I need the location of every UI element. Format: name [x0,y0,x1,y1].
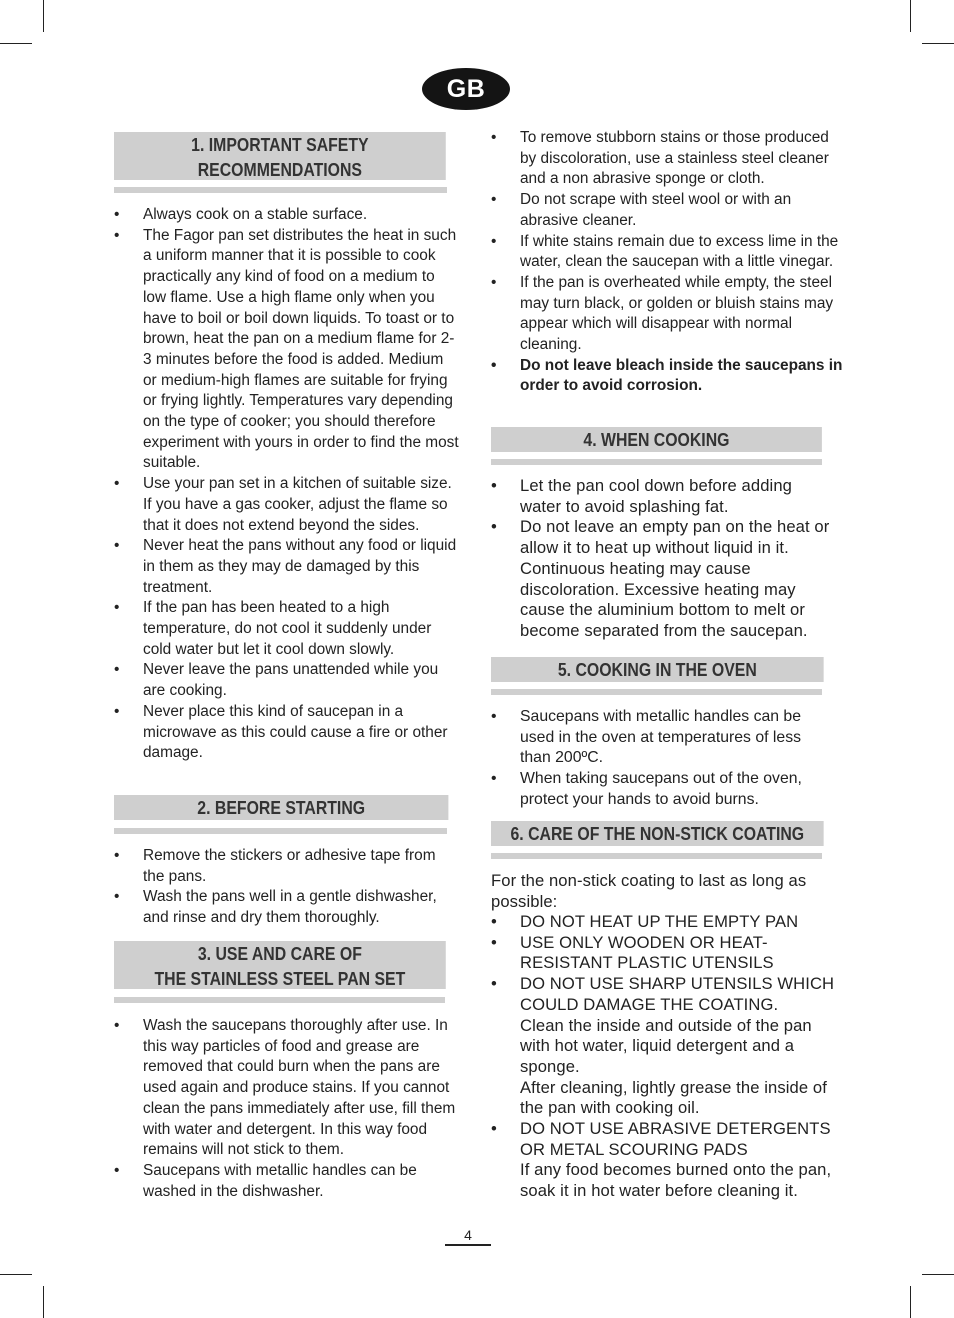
page-number-rule [445,1244,491,1246]
list-item: • Always cook on a stable surface. [114,205,459,226]
section-header-stainless-care [114,941,446,989]
stainless-care-continued-list [491,128,847,397]
non-stick-list [491,912,841,1202]
section-divider [114,997,445,1003]
list-item: • To remove stubborn stains or those produced by discoloration, use a stainless steel cleaner and a non abrasive sponge or cloth. [491,128,847,190]
list-item: • If the pan has been heated to a high temperature, do not cool it suddenly under cold water but let it cool down slowly. [114,598,459,660]
list-item: • Let the pan cool down before adding water to avoid splashing fat. [491,476,836,517]
list-item: • Do not scrape with steel wool or with an abrasive cleaner. [491,190,847,231]
list-item: • Remove the stickers or adhesive tape from the pans. [114,846,459,887]
list-item: • Never place this kind of saucepan in a microwave as this could cause a fire or other damage. [114,702,459,764]
crop-mark [43,1286,44,1318]
list-item-text: • DO NOT USE SHARP UTENSILS WHICH COULD DAMAGE THE COATING. [520,974,835,1014]
oven-list [491,707,836,811]
list-item-note: If any food becomes burned onto the pan, soak it in hot water before cleaning it. [520,1160,832,1201]
list-item: • DO NOT HEAT UP THE EMPTY PAN [491,912,841,933]
crop-mark [910,0,911,32]
crop-mark [922,1274,954,1275]
section-header-oven [491,657,824,682]
list-item: • If the pan is overheated while empty, the steel may turn black, or golden or bluish stains may appear which will disappear with normal cleaning. [491,273,847,356]
safety-list [114,205,459,764]
list-item: • When taking saucepans out of the oven, protect your hands to avoid burns. [491,769,836,810]
section-title-line: THE STAINLESS STEEL PAN SET [154,969,406,989]
non-stick-intro: For the non-stick coating to last as long as possible: [491,871,807,911]
section-title-line: 3. USE AND CARE OF [197,944,362,964]
crop-mark [43,0,44,32]
section-divider [491,459,822,465]
stainless-care-list [114,1016,462,1202]
crop-mark [910,1286,911,1318]
crop-mark [0,43,32,44]
when-cooking-list [491,476,836,642]
list-item [491,1119,841,1202]
list-item: • USE ONLY WOODEN OR HEAT-RESISTANT PLASTIC UTENSILS [491,933,841,974]
section-header-before-starting [114,795,448,820]
section-divider [491,689,822,695]
section-title: 5. COOKING IN THE OVEN [557,660,757,680]
section-title-line: RECOMMENDATIONS [197,160,363,180]
section-divider [114,828,447,834]
list-item: • Saucepans with metallic handles can be washed in the dishwasher. [114,1161,462,1202]
section-header-when-cooking [491,427,822,452]
list-item: • Saucepans with metallic handles can be used in the oven at temperatures of less than 200ºC. [491,707,836,769]
section-title: 2. BEFORE STARTING [197,798,366,818]
section-header-safety [114,132,446,180]
crop-mark [0,1274,32,1275]
before-starting-list [114,846,459,929]
section-title-line: 1. IMPORTANT SAFETY [191,135,369,155]
list-item [491,974,841,1119]
language-badge: GB [422,68,510,110]
section-divider [114,187,447,193]
list-item-note: After cleaning, lightly grease the inside of the pan with cooking oil. [520,1077,827,1118]
list-item: • Wash the pans well in a gentle dishwasher, and rinse and dry them thoroughly. [114,887,459,928]
section-title: 4. WHEN COOKING [583,430,730,450]
list-item: • Do not leave an empty pan on the heat or allow it to heat up without liquid in it. Continuous heating may cause discoloration. Excessive heating may cause the aluminium bottom to melt or become separated from the saucepan. [491,517,836,641]
list-item: • The Fagor pan set distributes the heat in such a uniform manner that it is possible to cook practically any kind of food on a medium to low flame. Use a high flame only when you have to boil or boil down liquids. To toast or to brown, heat the pan on a medium flame for 2-3 minutes before the food is added. Medium or medium-high flames are suitable for frying or frying lightly. Temperatures vary depending on the type of cooker; you should therefore experiment with yours in order to find the most suitable. [114,226,459,474]
list-item: • Never heat the pans without any food or liquid in them as they may de damaged by this treatment. [114,536,459,598]
section-divider [491,853,822,859]
list-item-text: • DO NOT USE ABRASIVE DETERGENTS OR METAL SCOURING PADS [520,1119,831,1159]
list-item: • Wash the saucepans thoroughly after use. In this way particles of food and grease are removed that could burn when the pans are used again and produce stains. If you cannot clean the pans immediately after use, fill them with water and detergent. In this way food remains will not stick to them. [114,1016,462,1161]
section-header-non-stick [491,821,824,846]
list-item: • Never leave the pans unattended while you are cooking. [114,660,459,701]
section-title: 6. CARE OF THE NON-STICK COATING [510,824,805,844]
list-item-warning: • Do not leave bleach inside the saucepans in order to avoid corrosion. [491,356,847,397]
list-item: • Use your pan set in a kitchen of suitable size. If you have a gas cooker, adjust the flame so that it does not extend beyond the sides. [114,474,459,536]
list-item: • If white stains remain due to excess lime in the water, clean the saucepan with a little vinegar. [491,232,847,273]
crop-mark [922,43,954,44]
list-item-note: Clean the inside and outside of the pan with hot water, liquid detergent and a sponge. [520,1015,812,1076]
page-number: 4 [464,1227,472,1243]
